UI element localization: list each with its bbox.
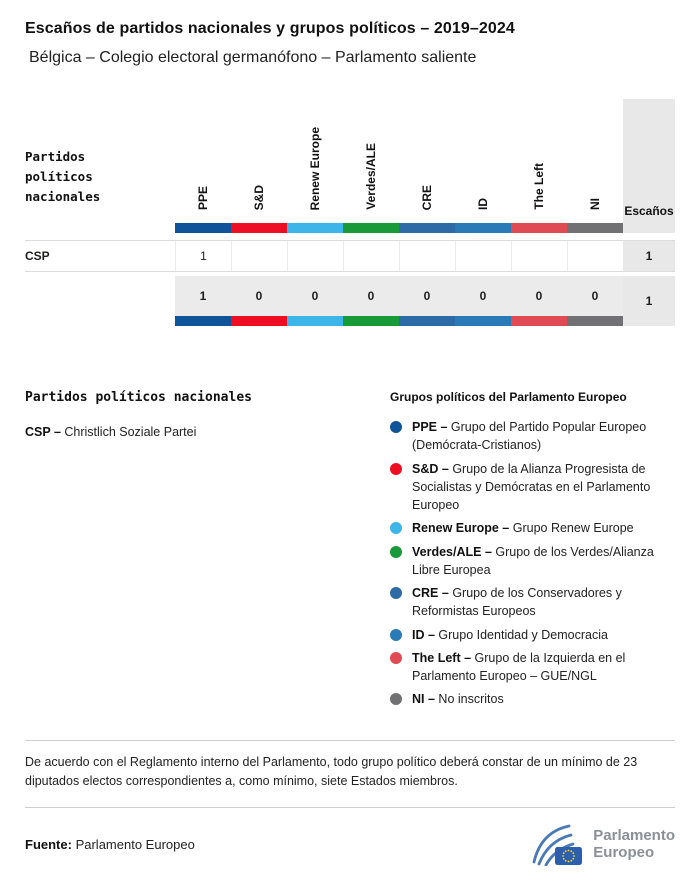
group-description: Grupo de los Conservadores y Reformistas Europeos [412,586,622,619]
group-label-wrap [287,99,343,223]
totals-cell-renew [287,276,343,326]
legend-group-item-theleft [390,649,675,686]
totals-spacer [25,276,175,326]
group-column-cre [399,99,455,233]
group-color-dot [390,546,402,558]
group-color-bar [343,316,399,326]
legend-political-groups [390,390,675,714]
legend-groups-title: Grupos políticos del Parlamento Europeo [390,390,627,404]
group-color-dot [390,652,402,664]
group-label-wrap [455,99,511,223]
group-color-bar [231,223,287,233]
group-label-wrap [175,99,231,223]
group-color-bar [511,223,567,233]
legend-group-item-verdes [390,543,675,580]
seats-column-header [623,99,675,233]
seat-cell-ppe: 1 [175,241,231,271]
group-color-dot [390,587,402,599]
group-description: Grupo de la Alianza Progresista de Socialistas y Demócratas en el Parlamento Europeo [412,461,651,512]
group-color-bar [175,316,231,326]
european-parliament-logo [531,822,675,866]
group-column-label: The Left [532,163,546,210]
totals-cell-ppe [175,276,231,326]
group-label-wrap [343,99,399,223]
group-description: Grupo de la Izquierda en el Parlamento Europeo – GUE/NGL [412,650,626,683]
ep-hemicycle-flag-icon [531,822,583,866]
row-seats-total: 1 [623,241,675,271]
group-column-theleft [511,99,567,233]
group-description: Grupo Identidad y Democracia [438,627,608,642]
group-color-bar [175,223,231,233]
legend-national-parties [25,390,390,714]
totals-value: 0 [423,289,431,303]
group-column-ppe [175,99,231,233]
group-color-bar [287,223,343,233]
group-abbr: The Left – [412,650,472,665]
legend-party-item [25,425,390,439]
group-label-wrap [231,99,287,223]
seat-cell-verdes [343,241,399,271]
seat-cell-sd [231,241,287,271]
group-color-dot [390,463,402,475]
group-column-label: S&D [252,184,266,210]
group-color-bar [287,316,343,326]
legend-group-item-ppe [390,418,675,455]
totals-cell-ni [567,276,623,326]
footnote: De acuerdo con el Reglamento interno del Parlamento, todo grupo político deberá constar de un mínimo de 23 diputados electos correspondientes a, como mínimo, siete Estados miembros. [25,740,675,792]
party-full-name: Christlich Soziale Partei [64,425,197,439]
group-column-label: CRE [420,184,434,210]
totals-cell-sd [231,276,287,326]
group-color-dot [390,421,402,433]
seats-column-label: Escaños [624,204,674,218]
group-column-label: ID [476,198,490,210]
page-title: Escaños de partidos nacionales y grupos políticos – 2019–2024 [25,20,515,37]
seats-table [25,99,675,326]
table-corner-cell [25,99,175,233]
totals-cell-theleft [511,276,567,326]
totals-value: 0 [367,289,375,303]
seat-cell-renew [287,241,343,271]
legend-parties-title: Partidos políticos nacionales [25,390,252,405]
group-description: Grupo del Partido Popular Europeo (Demócrata-Cristianos) [412,420,647,453]
group-column-id [455,99,511,233]
logo-line2: Europeo [593,844,655,862]
page-subtitle: Bélgica – Colegio electoral germanófono – Parlamento saliente [29,49,477,66]
corner-label: Partidos políticos nacionales [25,149,101,204]
totals-cell-cre [399,276,455,326]
legend [25,390,675,714]
group-abbr: CRE – [412,586,449,600]
group-abbr: S&D – [412,461,449,476]
group-description: No inscritos [438,692,504,707]
party-name: CSP [25,249,50,263]
group-column-verdes [343,99,399,233]
group-column-label: PPE [196,185,210,210]
seat-cell-ni [567,241,623,271]
totals-seats: 1 [623,276,675,326]
group-column-ni [567,99,623,233]
legend-group-item-renew [390,519,675,537]
group-abbr: NI – [412,692,435,707]
totals-value: 0 [479,289,487,303]
party-row-csp [25,240,675,272]
group-abbr: PPE – [412,420,448,434]
totals-value: 0 [311,289,319,303]
group-column-label: Renew Europe [308,126,322,210]
group-column-sd [231,99,287,233]
group-label-wrap [399,99,455,223]
group-color-bar [399,223,455,233]
group-column-label: Verdes/ALE [364,143,378,210]
group-list [390,418,675,709]
group-description: Grupo de los Verdes/Alianza Libre Europea [412,544,654,577]
group-abbr: Renew Europe – [412,521,510,536]
group-color-bar [511,316,567,326]
group-abbr: ID – [412,627,435,642]
group-color-bar [231,316,287,326]
totals-value: 0 [535,289,543,303]
logo-line1: Parlamento [593,827,675,844]
group-label-wrap [567,99,623,223]
table-header-row [25,99,675,233]
legend-group-item-sd [390,460,675,515]
group-color-dot [390,693,402,705]
legend-group-item-cre [390,584,675,621]
logo-wordmark [593,827,675,862]
group-color-dot [390,522,402,534]
group-column-renew [287,99,343,233]
seat-cell-id [455,241,511,271]
group-color-bar [567,316,623,326]
legend-group-item-ni [390,690,675,708]
totals-value: 0 [255,289,263,303]
totals-cell-verdes [343,276,399,326]
totals-value: 0 [591,289,599,303]
totals-row [25,276,675,326]
source [25,837,195,852]
totals-cell-id [455,276,511,326]
totals-value: 1 [199,289,207,303]
group-color-bar [455,223,511,233]
group-label-wrap [511,99,567,223]
group-abbr: Verdes/ALE – [412,544,492,559]
footer [25,807,675,882]
group-color-bar [343,223,399,233]
group-color-bar [455,316,511,326]
group-description: Grupo Renew Europe [512,521,634,536]
source-label: Fuente: [25,836,72,852]
seat-cell-theleft [511,241,567,271]
legend-group-item-id [390,626,675,644]
source-value: Parlamento Europeo [75,836,195,852]
group-column-label: NI [588,198,602,210]
group-color-bar [567,223,623,233]
group-color-bar [399,316,455,326]
group-color-dot [390,629,402,641]
seat-cell-cre [399,241,455,271]
party-abbr: CSP – [25,425,61,439]
